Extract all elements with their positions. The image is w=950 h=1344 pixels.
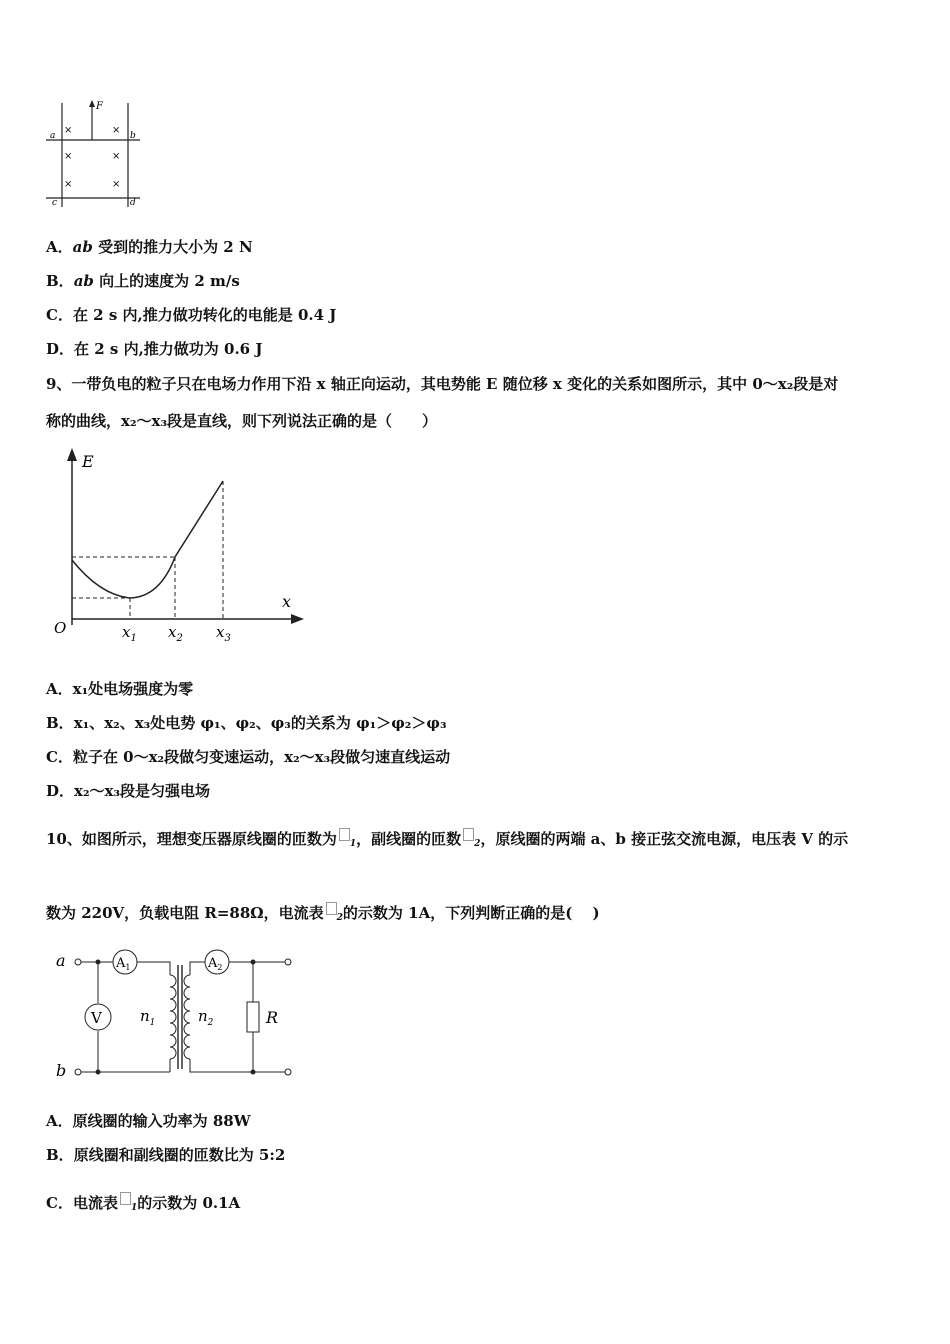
q10-stem-line1: 10、如图所示，理想变压器原线圈的匝数为 $_1$，副线圈的匝数 $_2$，原线圈的两端 a、b 接正弦交流电源，电压表 V 的示 (46, 830, 849, 849)
wire (137, 962, 170, 975)
q9-option-c: C．粒子在 0～x₂段做匀变速运动，x₂～x₃段做匀速直线运动 (46, 748, 451, 766)
resistor (247, 1002, 259, 1032)
field-cross: × (64, 151, 73, 162)
corner-b-label: b (130, 131, 136, 141)
field-cross: × (64, 179, 73, 190)
q9-option-d: D．x₂～x₃段是匀强电场 (46, 782, 211, 800)
n2-label: $n_2$ (198, 1007, 214, 1028)
field-cross: × (64, 125, 73, 136)
terminal-b-label: b (56, 1061, 67, 1080)
rail-figure (40, 95, 150, 215)
primary-coil (170, 975, 176, 1059)
force-label: F (96, 101, 103, 112)
terminal-a (75, 959, 81, 965)
q10-option-a: A．原线圈的输入功率为 88W (46, 1112, 251, 1130)
n1-label: $n_1$ (140, 1007, 156, 1028)
q8-option-b: B．ab 向上的速度为 2 m/s (46, 272, 240, 290)
q9-option-a: A．x₁处电场强度为零 (46, 680, 194, 698)
output-terminal (285, 1069, 291, 1075)
q10-stem-line2: 数为 220V，负载电阻 R=88Ω，电流表 $_2$的示数为 1A，下列判断正确的是( ) (46, 904, 600, 923)
y-axis-arrow (67, 448, 77, 461)
q8-option-a: A．ab 受到的推力大小为 2 N (46, 238, 253, 256)
missing-symbol-icon (339, 828, 350, 841)
x2-label: $x_2$ (168, 623, 183, 644)
x1-label: $x_1$ (122, 623, 137, 644)
voltmeter-label: V (91, 1009, 102, 1027)
secondary-coil (184, 975, 190, 1059)
x-axis-label: x (282, 592, 292, 611)
y-axis-label: E (82, 452, 94, 471)
q9-stem-line1: 9、一带负电的粒子只在电场力作用下沿 x 轴正向运动，其电势能 E 随位移 x 变化的关系如图所示，其中 0～x₂段是对 (46, 375, 839, 393)
field-cross: × (112, 125, 121, 136)
corner-c-label: c (52, 198, 58, 208)
x3-label: $x_3$ (216, 623, 231, 644)
transformer-circuit (50, 945, 310, 1090)
q9-stem-line2: 称的曲线，x₂～x₃段是直线，则下列说法正确的是（ ） (46, 412, 438, 430)
terminal-dot (96, 960, 101, 965)
wire (190, 962, 205, 975)
q10-option-c: C．电流表 $_1$的示数为 0.1A (46, 1194, 241, 1213)
terminal-dot (96, 1070, 101, 1075)
wire (190, 1059, 285, 1072)
energy-curve (72, 481, 223, 598)
ammeter-a1-label: $A_1$ (116, 956, 131, 972)
field-cross: × (112, 179, 121, 190)
q8-option-c: C．在 2 s 内,推力做功转化的电能是 0.4 J (46, 306, 337, 324)
corner-d-label: d (130, 198, 136, 208)
origin-label: O (54, 619, 67, 637)
output-terminal (285, 959, 291, 965)
terminal-b (75, 1069, 81, 1075)
corner-a-label: a (50, 131, 56, 141)
terminal-a-label: a (56, 951, 66, 970)
x-axis-arrow (291, 614, 304, 624)
field-cross: × (112, 151, 121, 162)
resistor-label: R (266, 1008, 279, 1027)
energy-graph (48, 445, 313, 650)
q8-option-d: D．在 2 s 内,推力做功为 0.6 J (46, 340, 263, 358)
missing-symbol-icon (463, 828, 474, 841)
ammeter-a2-label: $A_2$ (208, 956, 223, 972)
q10-option-b: B．原线圈和副线圈的匝数比为 5:2 (46, 1146, 286, 1164)
missing-symbol-icon (326, 902, 337, 915)
force-arrow-head (89, 100, 95, 107)
q9-option-b: B．x₁、x₂、x₃处电势 φ₁、φ₂、φ₃的关系为 φ₁＞φ₂＞φ₃ (46, 714, 447, 732)
missing-symbol-icon (120, 1192, 131, 1205)
